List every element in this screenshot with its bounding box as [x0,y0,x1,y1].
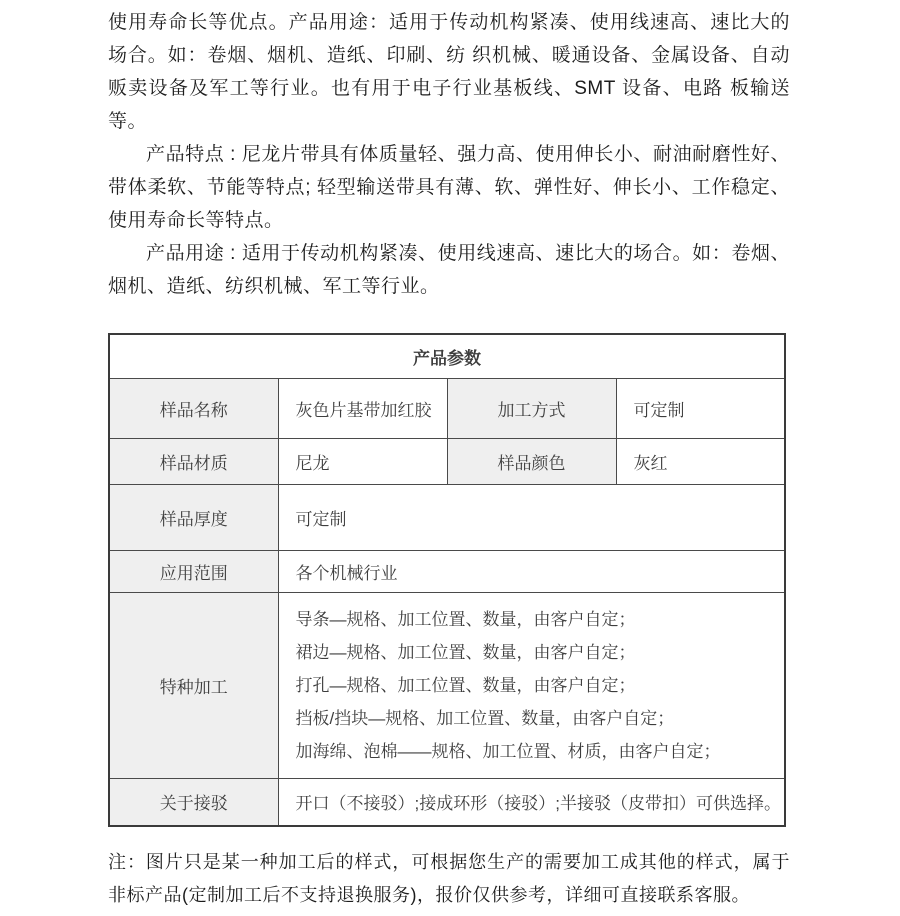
value-sample-material: 尼龙 [278,438,447,484]
table-row [109,778,785,826]
table-title-row [109,334,785,378]
special-processing-line: 打孔—规格、加工位置、数量，由客户自定； [295,675,636,695]
value-about-splicing: 开口（不接驳）;接成环形（接驳）;半接驳（皮带扣）可供选择。 [278,778,785,826]
label-sample-name: 样品名称 [109,378,278,438]
table-row [109,550,785,592]
value-sample-thickness: 可定制 [278,484,785,550]
footer-note: 注：图片只是某一种加工后的样式，可根据您生产的需要加工成其他的样式，属于非标产品(定制加工后不支持退换服务)，报价仅供参考，详细可直接联系客服。 [108,852,790,905]
label-sample-color: 样品颜色 [447,438,616,484]
label-processing-method: 加工方式 [447,378,616,438]
label-about-splicing: 关于接驳 [109,778,278,826]
value-sample-name: 灰色片基带加红胶 [278,378,447,438]
paragraph-product-usage: 产品用途 : 适用于传动机构紧凑、使用线速高、速比大的场合。如：卷烟、烟机、造纸、纺织机械、军工等行业。 [108,243,790,297]
special-processing-line: 挡板/挡块—规格、加工位置、数量，由客户自定； [295,708,675,728]
product-description-content [108,6,790,912]
special-processing-line: 裙边—规格、加工位置、数量，由客户自定； [295,642,636,662]
paragraph-product-features: 产品特点 : 尼龙片带具有体质量轻、强力高、使用伸长小、耐油耐磨性好、带体柔软、节能等特点; 轻型输送带具有薄、软、弹性好、伸长小、工作稳定、使用寿命长等特点。 [108,144,790,231]
table-row [109,484,785,550]
special-processing-line: 加海绵、泡棉——规格、加工位置、材质，由客户自定； [295,741,721,761]
table-row [109,438,785,484]
table-title: 产品参数 [109,334,785,378]
special-processing-line: 导条—规格、加工位置、数量，由客户自定； [295,609,636,629]
value-sample-color: 灰红 [616,438,785,484]
table-row [109,592,785,778]
label-application-scope: 应用范围 [109,550,278,592]
value-application-scope: 各个机械行业 [278,550,785,592]
table-row [109,378,785,438]
label-sample-thickness: 样品厚度 [109,484,278,550]
value-special-processing [278,592,785,778]
label-special-processing: 特种加工 [109,592,278,778]
value-processing-method: 可定制 [616,378,785,438]
product-params-table [108,333,786,827]
paragraph-usage-continued: 使用寿命长等优点。产品用途：适用于传动机构紧凑、使用线速高、速比大的场合。如：卷烟、烟机、造纸、印刷、纺 织机械、暖通设备、金属设备、自动贩卖设备及军工等行业。也有用于电子行业基板线、SMT 设备、电路 板输送等。 [108,12,790,132]
label-sample-material: 样品材质 [109,438,278,484]
